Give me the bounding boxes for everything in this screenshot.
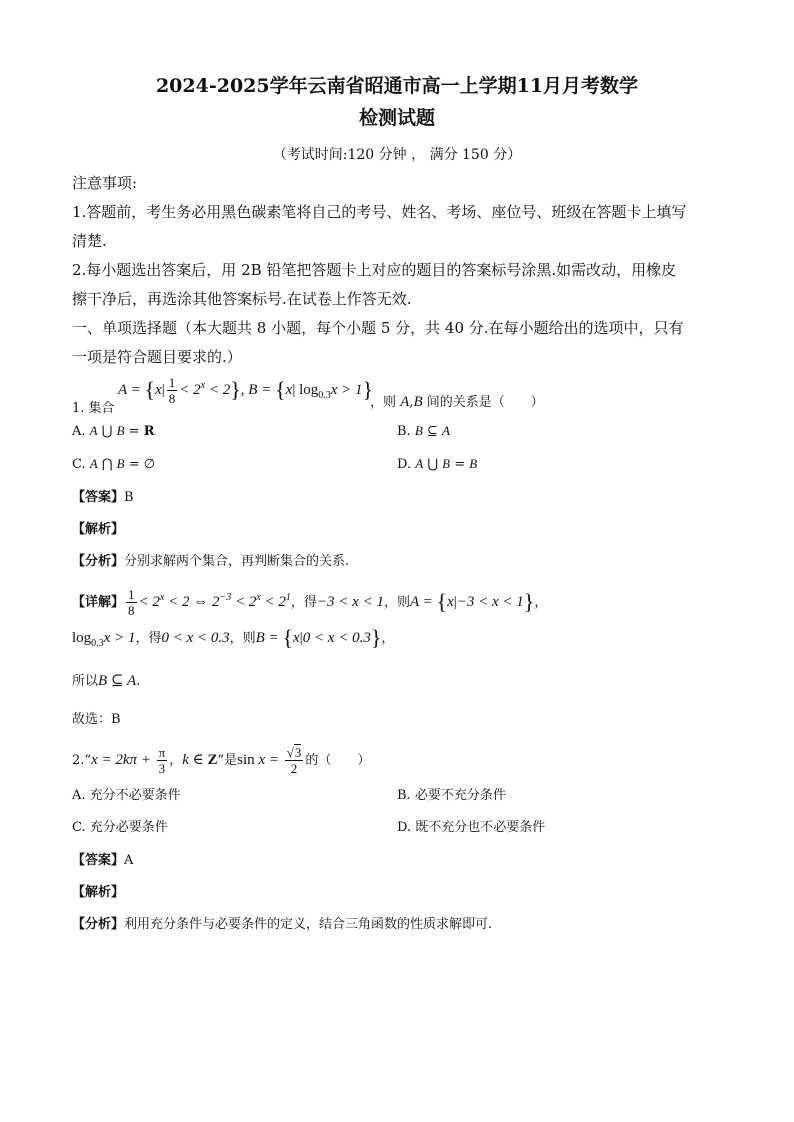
question-1-options-row-1 xyxy=(72,421,722,442)
question-1-choice: 故选：B xyxy=(72,712,121,728)
section-heading-line-2: 一项是符合题目要求的.） xyxy=(72,348,242,366)
question-1-tail: ，则 A,B 间的关系是（ ） xyxy=(370,394,544,410)
question-2-stem: 2.“x = 2kπ + $\frac{\pi}{3}$ ，k ∈ Z”是sin x = $\frac{√3}{2}$ 的（ ） xyxy=(72,745,371,777)
question-1-detail-line-2: $\log_{0.3}x > 1$，得0 < x < 0.3，则B = {x|0 < x < 0.3}， xyxy=(72,625,395,651)
section-heading-line-1: 一、单项选择题（本大题共 8 小题，每个小题 5 分，共 40 分.在每小题给出的选项中，只有 xyxy=(72,319,684,337)
title-line-1: 2024-2025学年云南省昭通市高一上学期11月月考数学 xyxy=(155,75,639,97)
notice-1-line-1: 1.答题前，考生务必用黑色碳素笔将自己的考号、姓名、考场、座位号、班级在答题卡上填写 xyxy=(72,203,687,221)
question-2-option-a: A. 充分不必要条件 xyxy=(72,788,181,804)
notice-1-line-2: 清楚. xyxy=(72,232,107,250)
question-1-option-c: C. A ⋂ B = ∅ xyxy=(72,456,156,472)
question-2-analysis-tag: 【解析】 xyxy=(72,885,125,901)
question-1-option-a: A. A ⋃ B = R xyxy=(72,423,155,439)
question-1-analysis-tag: 【解析】 xyxy=(72,522,125,537)
notice-heading: 注意事项: xyxy=(72,174,138,192)
question-1-fenxi: 【分析】分别求解两个集合，再判断集合的关系. xyxy=(72,554,350,569)
question-1-options-row-2 xyxy=(72,454,722,475)
question-1-number: 1. 集合 xyxy=(72,401,115,416)
question-2-options-row-2 xyxy=(72,818,722,838)
title-line-2: 检测试题 xyxy=(358,107,435,129)
question-2-answer: 【答案】A xyxy=(72,853,134,869)
question-1-conclusion: 所以B ⊆ A. xyxy=(72,673,141,690)
question-1-stem xyxy=(72,375,722,421)
question-2-fenxi: 【分析】利用充分条件与必要条件的定义，结合三角函数的性质求解即可. xyxy=(72,917,493,933)
question-2-option-b: B. 必要不充分条件 xyxy=(397,788,506,804)
question-1-sets: A = {x| $\frac{1}{8}$ < $2^x < 2$}, B = {x| $\log_{0.3}x > 1$} xyxy=(118,375,374,406)
notice-2-line-2: 擦干净后，再选涂其他答案标号.在试卷上作答无效. xyxy=(72,290,412,308)
exam-title xyxy=(72,70,722,134)
question-1-detail-line-1: 【详解】 $\frac{1}{8}$ < $2^x < 2$ ⇔ $2^{-3} < 2^x < 2^1$，得−3 < x < 1，则A = {x|−3 < x < 1}， xyxy=(72,587,548,619)
question-2-option-d: D. 既不充分也不必要条件 xyxy=(397,820,546,836)
question-2-option-c: C. 充分必要条件 xyxy=(72,820,168,836)
question-1-answer: 【答案】B xyxy=(72,490,134,505)
question-2-options-row-1 xyxy=(72,786,722,806)
question-1-option-d: D. A ⋃ B = B xyxy=(397,456,478,472)
notice-2-line-1: 2.每小题选出答案后，用 2B 铅笔把答题卡上对应的题目的答案标号涂黑.如需改动，用橡皮 xyxy=(72,261,677,279)
exam-time-info: （考试时间:120 分钟 ， 满分 150 分） xyxy=(272,147,522,163)
question-1-option-b: B. B ⊆ A xyxy=(397,423,450,439)
